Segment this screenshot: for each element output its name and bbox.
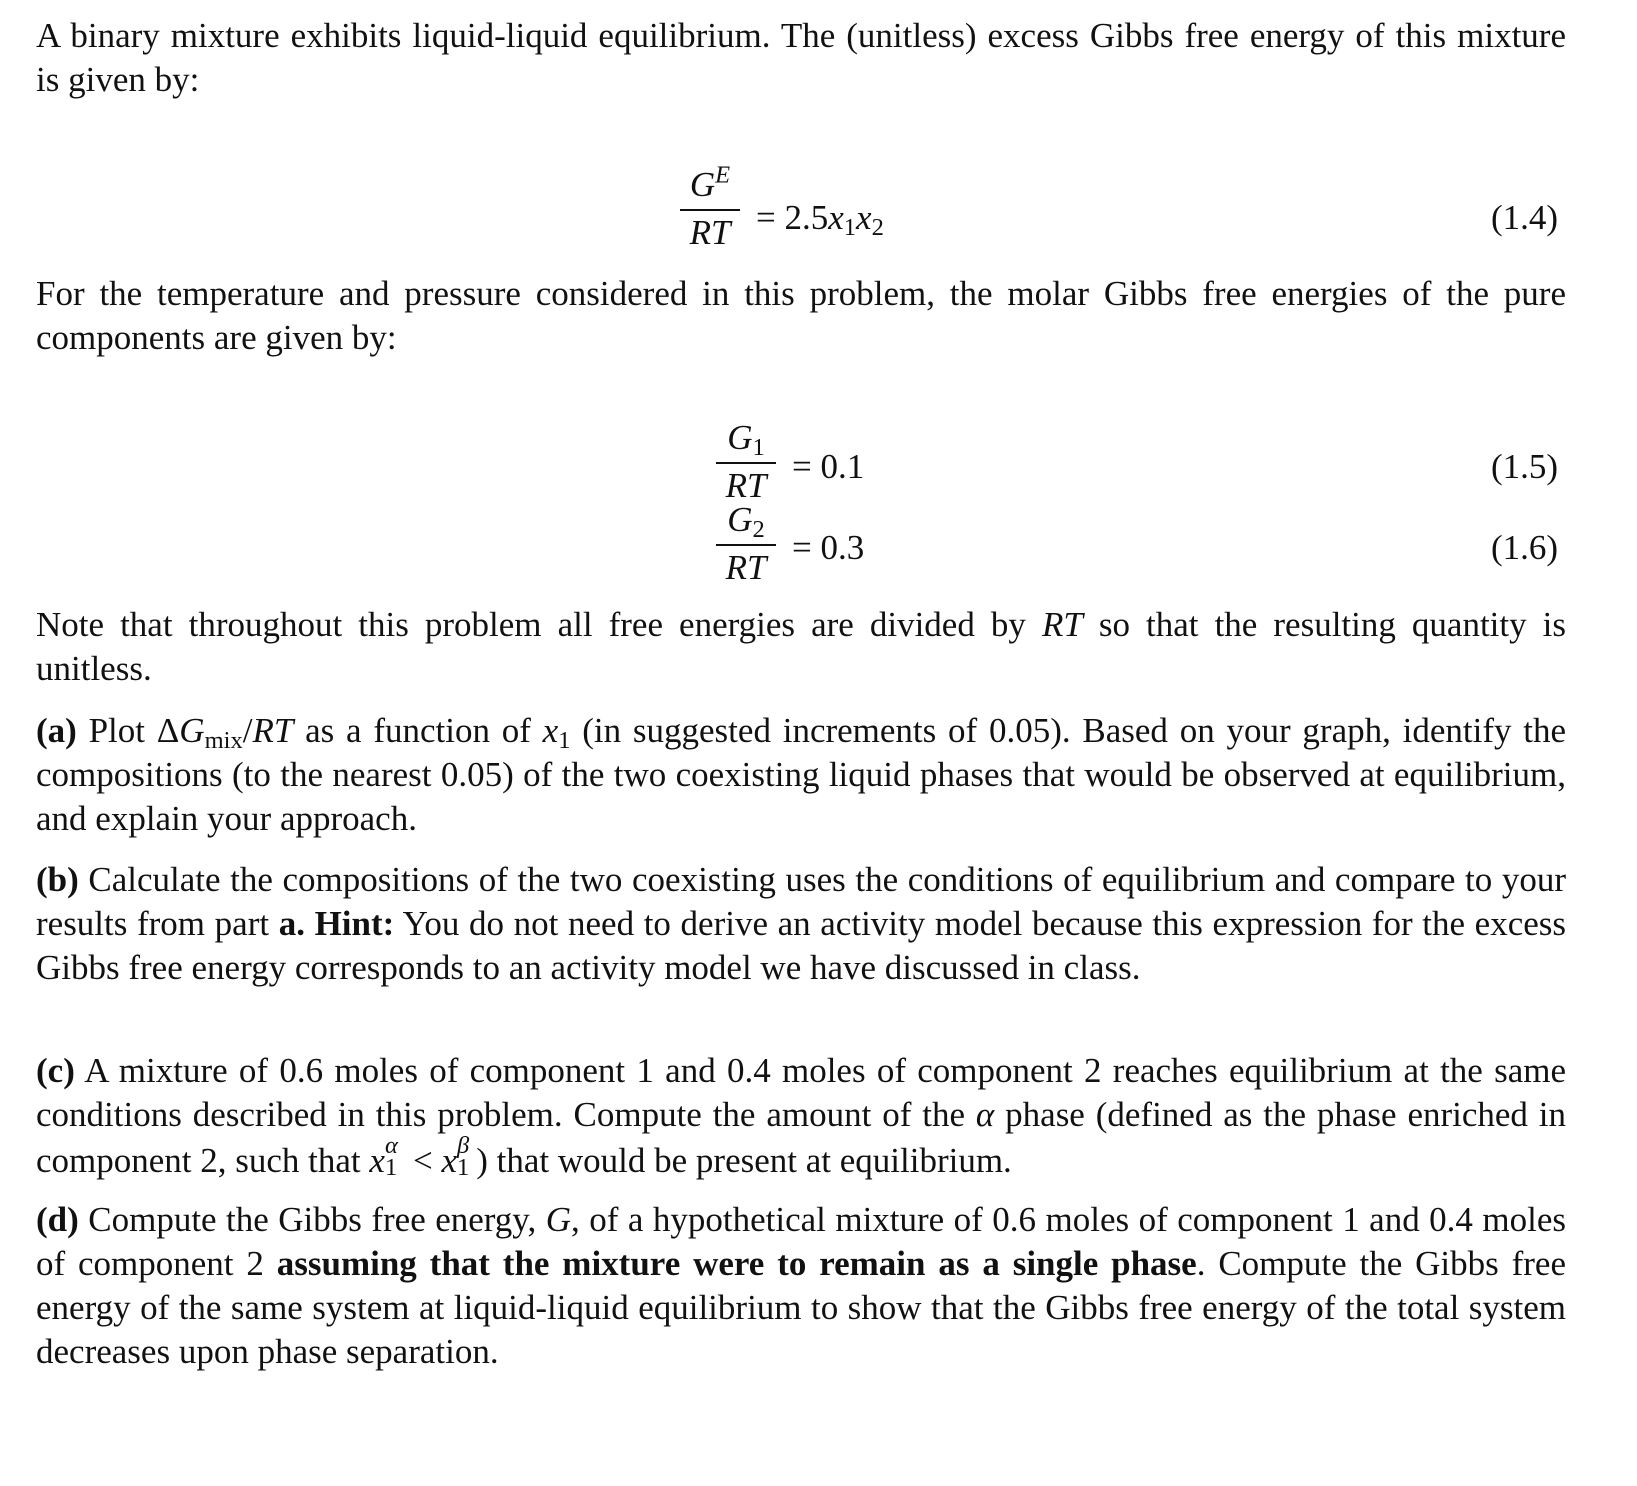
g1-rhs: = 0.1	[792, 447, 865, 486]
equation-number-1-6: (1.6)	[1490, 528, 1558, 567]
part-a-label: (a)	[36, 711, 77, 750]
ge-denominator: RT	[689, 213, 731, 252]
part-b-paragraph: (b) Calculate the compositions of the two coexisting uses the conditions of equilibrium and compare to your results from part a. Hint: You do not need to derive an activity model because this expression for the excess Gibbs free energy corresponds to an activity model we have discussed in class.	[36, 860, 1567, 987]
equation-number-1-5: (1.5)	[1490, 447, 1558, 486]
part-d-label: (d)	[36, 1200, 79, 1239]
note-paragraph: Note that throughout this problem all free energies are divided by RT so that the resulting quantity is unitless.	[36, 605, 1567, 688]
pure-components-text: For the temperature and pressure considered in this problem, the molar Gibbs free energies of the pure components are given by:	[36, 274, 1566, 357]
single-phase-emphasis: assuming that the mixture were to remain as a single phase	[276, 1244, 1197, 1283]
g1-over-rt-fraction: $\frac{G_1}{RT}$	[716, 418, 776, 506]
equation-number-1-4: (1.4)	[1490, 198, 1558, 237]
part-c-label: (c)	[36, 1051, 75, 1090]
hint-label: Hint:	[314, 904, 395, 943]
pure-components-paragraph	[36, 272, 1566, 360]
g2-rhs: = 0.3	[792, 528, 865, 567]
intro-text: A binary mixture exhibits liquid-liquid equilibrium. The (unitless) excess Gibbs free energy of this mixture is given by:	[36, 16, 1566, 99]
g2-over-rt-fraction: $\frac{G_2}{RT}$	[716, 500, 776, 588]
part-b-label: (b)	[36, 860, 79, 899]
intro-paragraph	[36, 14, 1566, 102]
part-c-paragraph: (c) A mixture of 0.6 moles of component 1 and 0.4 moles of component 2 reaches equilibrium at the same conditions described in this problem. Compute the amount of the α phase (defined as the phase enriched in component 2, such that x α 1 < x β 1 ) that would be present at equilibrium.	[36, 1051, 1567, 1181]
ge-rhs: = $2.5x_1x_2$	[756, 198, 884, 242]
part-a-paragraph: (a) Plot $\Delta G_{mix}/RT$ as a function of $x_1$ (in suggested increments of 0.05). Based on your graph, identify the compositions (to the nearest 0.05) of the two coexisting liquid phases that would be observed at equilibrium, and explain your approach.	[36, 711, 1567, 838]
part-d-paragraph: (d) Compute the Gibbs free energy, G, of a hypothetical mixture of 0.6 moles of component 1 and 0.4 moles of component 2 assuming that the mixture were to remain as a single phase. Compute the Gibbs free energy of the same system at liquid-liquid equilibrium to show that the Gibbs free energy of the total system decreases upon phase separation.	[36, 1200, 1566, 1371]
ge-over-rt-fraction	[680, 161, 740, 253]
ge-superscript: E	[715, 161, 731, 189]
ge-numerator: G	[689, 165, 716, 204]
